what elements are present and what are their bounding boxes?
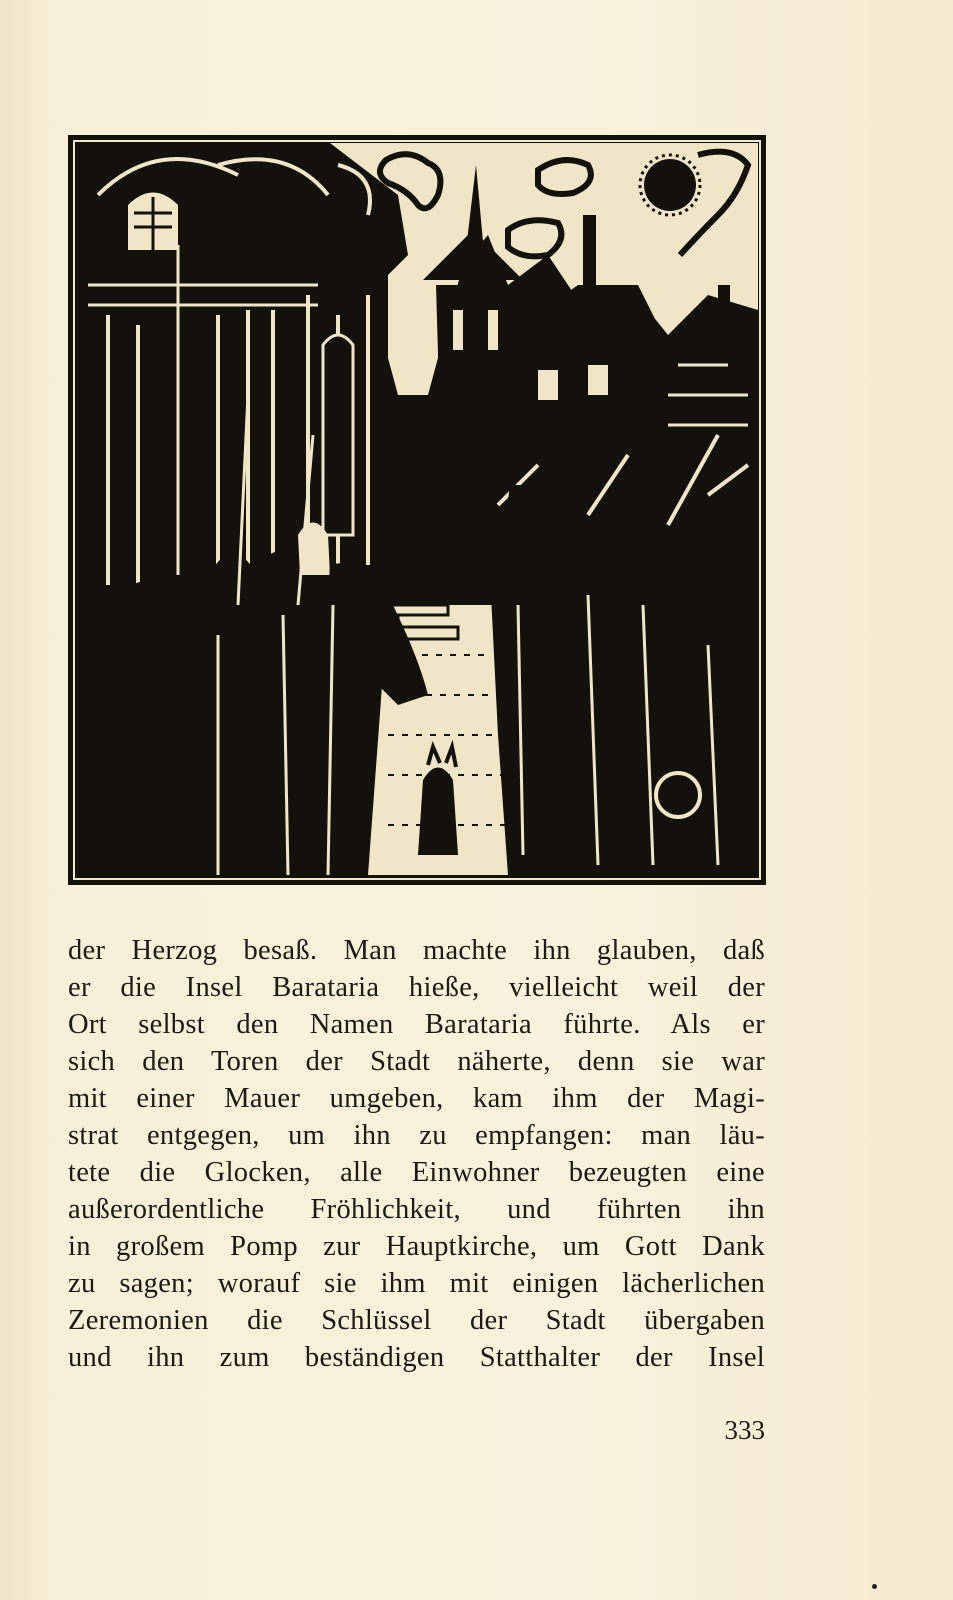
body-text (68, 932, 765, 1376)
ink-speck (872, 1584, 877, 1589)
text-line: strat entgegen, um ihn zu empfangen: man läu- (68, 1120, 765, 1151)
text-line: Zeremonien die Schlüssel der Stadt übergaben (68, 1305, 765, 1336)
text-line: außerordentliche Fröhlichkeit, und führten ihn (68, 1194, 765, 1225)
text-line: und ihn zum beständigen Statthalter der Insel (68, 1342, 765, 1373)
text-line: in großem Pomp zur Hauptkirche, um Gott Dank (68, 1231, 765, 1262)
text-line: der Herzog besaß. Man machte ihn glauben, daß (68, 935, 765, 966)
text-line: sich den Toren der Stadt näherte, denn sie war (68, 1046, 765, 1077)
page-number: 333 (724, 1415, 765, 1445)
text-line: Ort selbst den Namen Barataria führte. Als er (68, 1009, 765, 1040)
woodcut-town-square-procession-icon (68, 135, 766, 885)
text-line: zu sagen; worauf sie ihm mit einigen lächerlichen (68, 1268, 765, 1299)
woodcut-illustration (68, 135, 766, 885)
text-line: tete die Glocken, alle Einwohner bezeugten eine (68, 1157, 765, 1188)
text-line: er die Insel Barataria hieße, vielleicht weil der (68, 972, 765, 1003)
text-line: mit einer Mauer umgeben, kam ihm der Magi- (68, 1083, 765, 1114)
